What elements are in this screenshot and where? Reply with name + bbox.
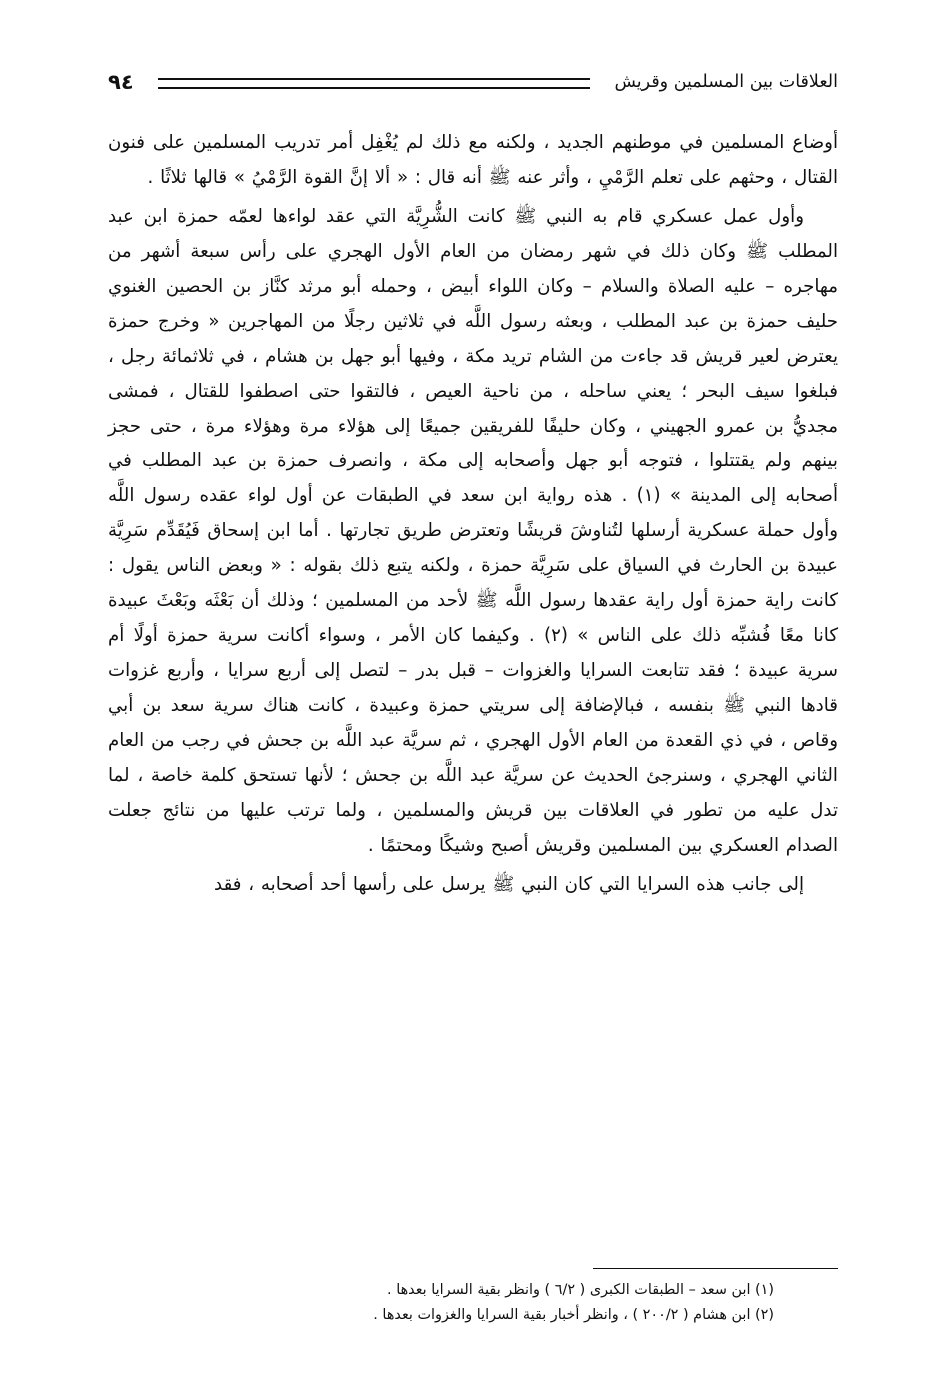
header-title: العلاقات بين المسلمين وقريش xyxy=(614,72,838,92)
paragraph-1: أوضاع المسلمين في موطنهم الجديد ، ولكنه مع ذلك لم يُغْفِل أمر تدريب المسلمين على فنون القتال ، وحثهم على تعلم الرَّمْيِ ، وأثر عنه ﷺ أنه قال : « ألا إنَّ القوة الرَّمْيُ » قالها ثلاثًا . xyxy=(108,132,838,188)
page-number: ٩٤ xyxy=(108,70,134,94)
footnote-separator xyxy=(593,1268,838,1269)
header-divider-rule xyxy=(158,78,591,89)
paragraph-2: وأول عمل عسكري قام به النبي ﷺ كانت الشُّرِيَّة التي عقد لواءها لعمّه حمزة ابن عبد المطلب ﷺ وكان ذلك في شهر رمضان من العام الأول الهجري على رأس سبعة أشهر من مهاجره – عليه الصلاة والسلام – وكان اللواء أبيض ، وحمله أبو مرثد كنَّاز بن الحصين الغنوي حليف حمزة بن عبد المطلب ، وبعثه رسول اللَّه في ثلاثين رجلًا من المهاجرين « وخرج حمزة يعترض لعير قريش قد جاءت من الشام تريد مكة ، وفيها أبو جهل بن هشام ، في ثلاثمائة رجل ، فبلغوا سيف البحر ؛ يعني ساحله ، من ناحية العيص ، فالتقوا حتى اصطفوا للقتال ، فمشى مجديُّ بن عمرو الجهيني ، وكان حليفًا للفريقين جميعًا إلى هؤلاء مرة وهؤلاء مرة ، حتى حجز بينهم ولم يقتتلوا ، فتوجه أبو جهل وأصحابه إلى مكة ، وانصرف حمزة بن عبد المطلب في أصحابه إلى المدينة » (١) . هذه رواية ابن سعد في الطبقات عن أول لواء عقده رسول اللَّه وأول حملة عسكرية أرسلها لتُناوشَ قريشًا وتعترض طريق تجارتها . أما ابن إسحاق فَيُقَدِّم سَرِيَّة عبيدة بن الحارث في السياق على سَرِيَّة حمزة ، ولكنه يتبع ذلك بقوله : « وبعض الناس يقول : كانت راية حمزة أول راية عقدها رسول اللَّه ﷺ لأحد من المسلمين ؛ وذلك أن بَعْثَه وبَعْثَ عبيدة كانا معًا فُشبِّه ذلك على الناس » (٢) . وكيفما كان الأمر ، وسواء أكانت سرية حمزة أولًا أم سرية عبيدة ؛ فقد تتابعت السرايا والغزوات – قبل بدر – لتصل إلى أربع سرايا ، وأربع غزوات قادها النبي ﷺ بنفسه ، فبالإضافة إلى سريتي حمزة وعبيدة ، كانت هناك سرية سعد بن أبي وقاص ، في ذي القعدة من العام الأول الهجري ، ثم سريَّة عبد اللَّه بن جحش في رجب من العام الثاني الهجري ، وسنرجئ الحديث عن سريَّة عبد اللَّه بن جحش ؛ لأنها تستحق كلمة خاصة ، لما تدل عليه من تطور في العلاقات بين قريش والمسلمين ، ولما ترتب عليها من نتائج جعلت الصدام العسكري بين المسلمين وقريش أصبح وشيكًا ومحتمًا . xyxy=(108,205,838,856)
page-header xyxy=(108,60,838,104)
footnote-2: (٢) ابن هشام ( ٢٠٠/٢ ) ، وانظر أخبار بقية السرايا والغزوات بعدها . xyxy=(373,1306,774,1323)
footnotes-section xyxy=(108,1268,838,1328)
footnote-1: (١) ابن سعد – الطبقات الكبرى ( ٦/٢ ) وانظر بقية السرايا بعدها . xyxy=(387,1281,774,1298)
paragraph-3: إلى جانب هذه السرايا التي كان النبي ﷺ يرسل على رأسها أحد أصحابه ، فقد xyxy=(214,873,804,895)
page-body xyxy=(108,126,838,903)
